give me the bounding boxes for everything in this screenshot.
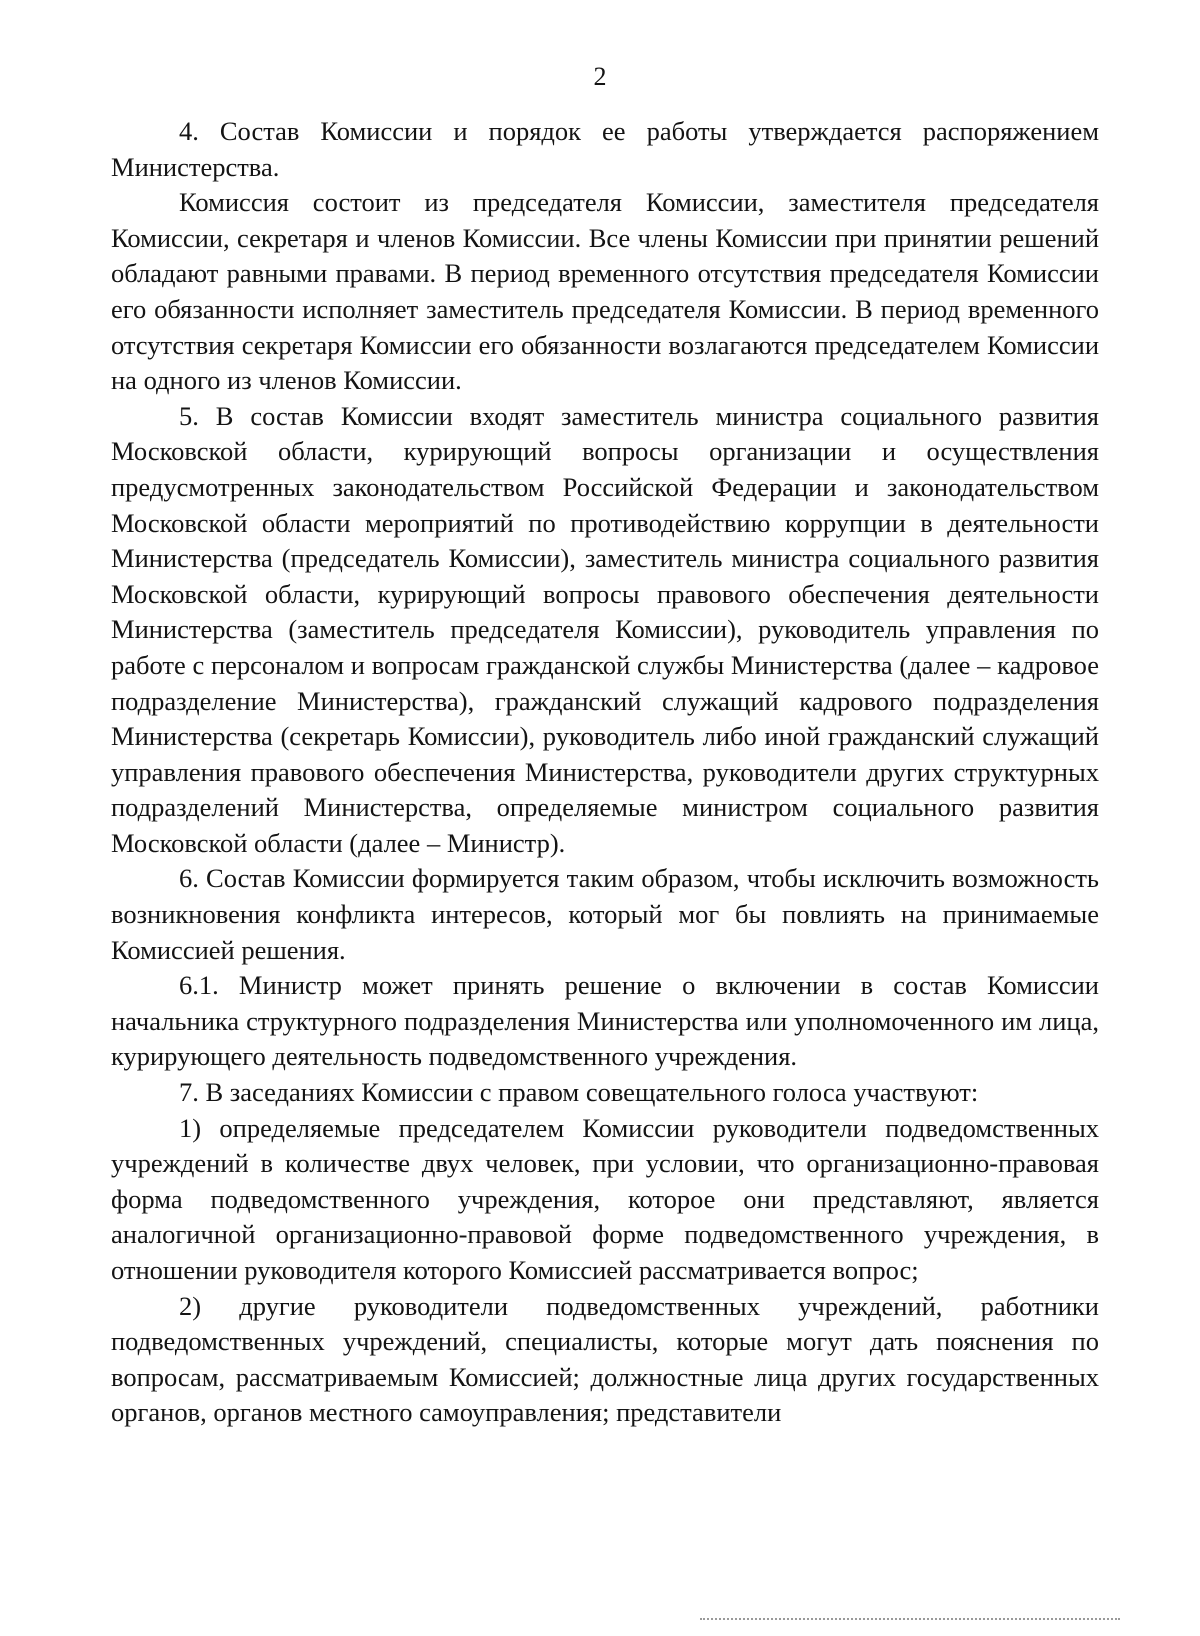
paragraph-5-commission-staff: 5. В состав Комиссии входят заместитель министра социального развития Московской области, курирующий вопросы организации и осуществления предусмотренных законодательством Российской Федерации и законодательством Московской области мероприятий по противодействию коррупции в деятельности Министерства (председатель Комиссии), заместитель министра социального развития Московской области, курирующий вопросы правового обеспечения деятельности Министерства (заместитель председателя Комиссии), руководитель управления по работе с персоналом и вопросам гражданской службы Министерства (далее – кадровое подразделение Министерства), гражданский служащий кадрового подразделения Министерства (секретарь Комиссии), руководитель либо иной гражданский служащий управления правового обеспечения Министерства, руководители других структурных подразделений Министерства, определяемые министром социального развития Московской области (далее – Министр). — [111, 400, 1099, 858]
paragraph-6-1-minister-decision: 6.1. Министр может принять решение о включении в состав Комиссии начальника структурного подразделения Министерства или уполномоченного им лица, курирующего деятельность подведомственного учреждения. — [111, 970, 1099, 1072]
document-body — [111, 114, 1099, 1431]
list-item-2-other-participants: 2) другие руководители подведомственных учреждений, работники подведомственных учреждений, специалисты, которые могут дать пояснения по вопросам, рассматриваемым Комиссией; должностные лица других государственных органов, органов местного самоуправления; представители — [111, 1290, 1099, 1428]
paragraph-commission-members: Комиссия состоит из председателя Комиссии, заместителя председателя Комиссии, секретаря и членов Комиссии. Все члены Комиссии при принятии решений обладают равными правами. В период временного отсутствия председателя Комиссии его обязанности исполняет заместитель председателя Комиссии. В период временного отсутствия секретаря Комиссии его обязанности возлагаются председателем Комиссии на одного из членов Комиссии. — [111, 187, 1099, 396]
paragraph-6-conflict-of-interest: 6. Состав Комиссии формируется таким образом, чтобы исключить возможность возникновения конфликта интересов, который мог бы повлиять на принимаемые Комиссией решения. — [111, 863, 1099, 965]
paragraph-4-commission-composition: 4. Состав Комиссии и порядок ее работы утверждается распоряжением Министерства. — [111, 116, 1099, 182]
paragraph-7-advisory-vote: 7. В заседаниях Комиссии с правом совещательного голоса участвуют: — [179, 1077, 979, 1108]
page-number: 2 — [593, 62, 607, 91]
list-item-1-institution-heads: 1) определяемые председателем Комиссии руководители подведомственных учреждений в количестве двух человек, при условии, что организационно-правовая форма подведомственного учреждения, которое они представляют, является аналогичной организационно-правовой форме подведомственного учреждения, в отношении руководителя которого Комиссией рассматривается вопрос; — [111, 1112, 1099, 1285]
scan-edge-mark — [700, 1618, 1120, 1623]
